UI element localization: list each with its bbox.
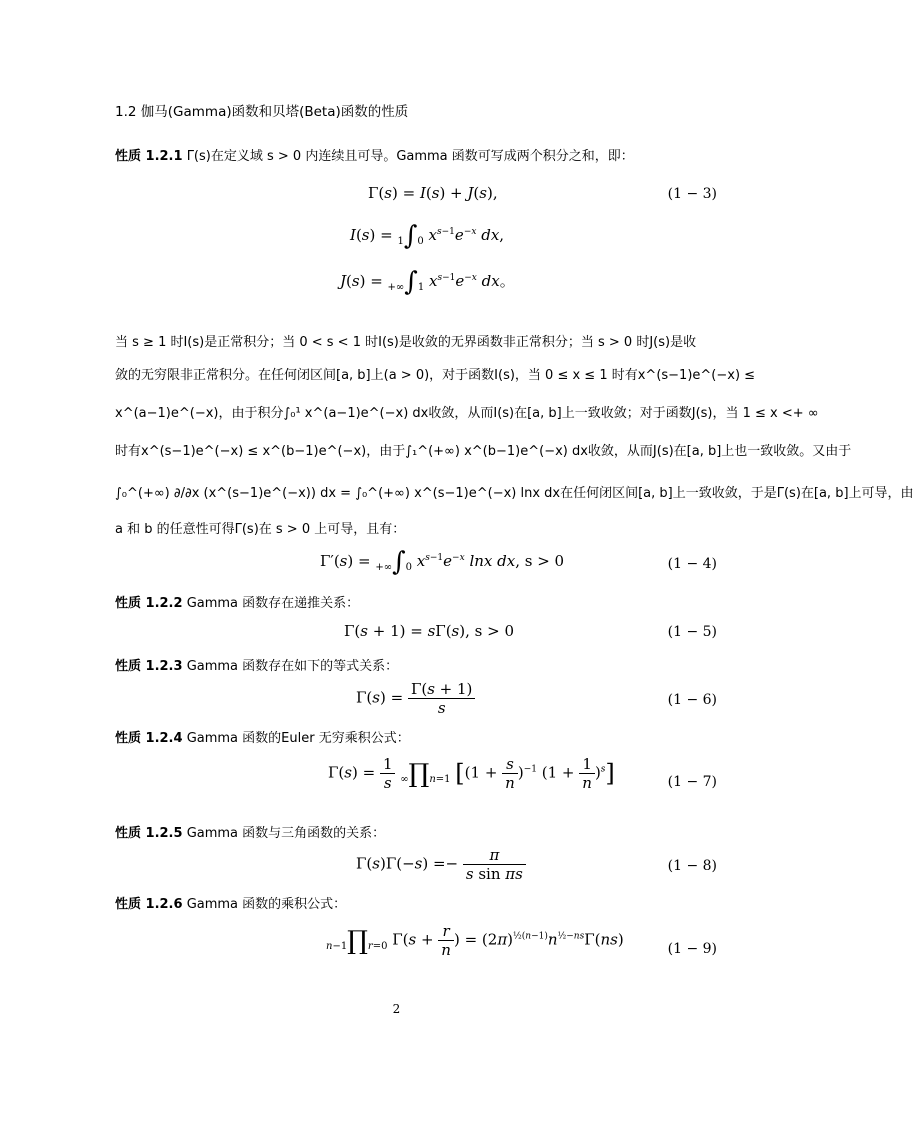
property-text: Γ(s)在定义域 s > 0 内连续且可导。Gamma 函数可写成两个积分之和，即： [186, 149, 634, 164]
page-number: 2 [392, 1002, 401, 1016]
property-text: Gamma 函数的乘积公式： [186, 897, 347, 912]
equation-euler-product: Γ(s) = $\frac{1}{s}$ ∞∏n=1 [(1 + $\frac{s}{n}$ )$^{-1}$ (1 + $\frac{1}{n}$ )$^s$] [328, 755, 615, 792]
equation-reflection: Γ(s)Γ(−s) =− $\frac{\pi}{\text{s sin πs}}$ [356, 846, 526, 883]
equation-number: (1 − 6) [667, 692, 717, 708]
equation-number: (1 − 7) [667, 774, 717, 790]
property-1-2-6 [115, 893, 346, 912]
equation-number: (1 − 4) [667, 556, 717, 572]
property-text: Gamma 函数与三角函数的关系： [186, 826, 386, 841]
paragraph-line: 当 s ≥ 1 时I(s)是正常积分；当 0 < s < 1 时I(s)是收敛的无界函数非正常积分；当 s > 0 时J(s)是收 [115, 335, 697, 350]
paragraph-line: 敛的无穷限非正常积分。在任何闭区间[a, b]上(a > 0)，对于函数I(s)，当 0 ≤ x ≤ 1 时有x^(s−1)e^(−x) ≤ [115, 368, 756, 383]
equation-number: (1 − 9) [667, 941, 717, 957]
equation-number: (1 − 8) [667, 858, 717, 874]
property-1-2-1 [115, 145, 634, 164]
paragraph-line: ∫₀^(+∞) ∂/∂x (x^(s−1)e^(−x)) dx = ∫₀^(+∞) x^(s−1)e^(−x) lnx dx在任何闭区间[a, b]上一致收敛，于是Γ(s)在[a, b]上可导，由 [115, 486, 914, 501]
property-1-2-5 [115, 822, 385, 841]
property-label: 性质 1.2.2 [115, 596, 183, 611]
equation-multiplication: n−1∏r=0 Γ(s + $\frac{r}{n}$ ) = $(2\pi)^{\frac{1}{2}(n-1)}n^{\frac{1}{2}-ns}\Gamma(ns)$ [326, 922, 624, 959]
property-text: Gamma 函数存在如下的等式关系： [186, 659, 399, 674]
equation-number: (1 − 5) [667, 624, 717, 640]
property-text: Gamma 函数存在递推关系： [186, 596, 360, 611]
equation-I: I(s) = 1∫0 $x^{s-1}e^{-x}$ dx, [350, 221, 505, 251]
equation-recurrence: Γ(s + 1) = sΓ(s), s > 0 [344, 622, 514, 640]
equation-number: (1 − 3) [667, 186, 717, 202]
equation-gamma-ratio: Γ(s) = $\frac{\Gamma(s + 1)}{s}$ [356, 680, 475, 717]
paragraph-line: a 和 b 的任意性可得Γ(s)在 s > 0 上可导，且有： [115, 522, 406, 537]
property-label: 性质 1.2.4 [115, 731, 183, 746]
property-text: Gamma 函数的Euler 无穷乘积公式： [186, 731, 410, 746]
property-1-2-4 [115, 727, 410, 746]
property-label: 性质 1.2.5 [115, 826, 183, 841]
equation-gamma-sum: Γ(s) = I(s) + J(s), [368, 184, 498, 202]
property-1-2-3 [115, 655, 398, 674]
property-label: 性质 1.2.3 [115, 659, 183, 674]
property-label: 性质 1.2.1 [115, 149, 183, 164]
property-1-2-2 [115, 592, 359, 611]
section-title: 1.2 伽马(Gamma)函数和贝塔(Beta)函数的性质 [115, 104, 409, 120]
equation-gamma-derivative: Γ′(s) = +∞∫0 $x^{s-1}e^{-x}$ lnx dx, s > 0 [320, 547, 565, 577]
paragraph-line: 时有x^(s−1)e^(−x) ≤ x^(b−1)e^(−x)，由于∫₁^(+∞) x^(b−1)e^(−x) dx收敛，从而J(s)在[a, b]上也一致收敛。又由于 [115, 444, 852, 459]
equation-J: J(s) = +∞∫1 $x^{s-1}e^{-x}$ dx。 [340, 267, 515, 297]
property-label: 性质 1.2.6 [115, 897, 183, 912]
paragraph-line: x^(a−1)e^(−x)，由于积分∫₀¹ x^(a−1)e^(−x) dx收敛，从而I(s)在[a, b]上一致收敛；对于函数J(s)，当 1 ≤ x <+ ∞ [115, 406, 819, 421]
